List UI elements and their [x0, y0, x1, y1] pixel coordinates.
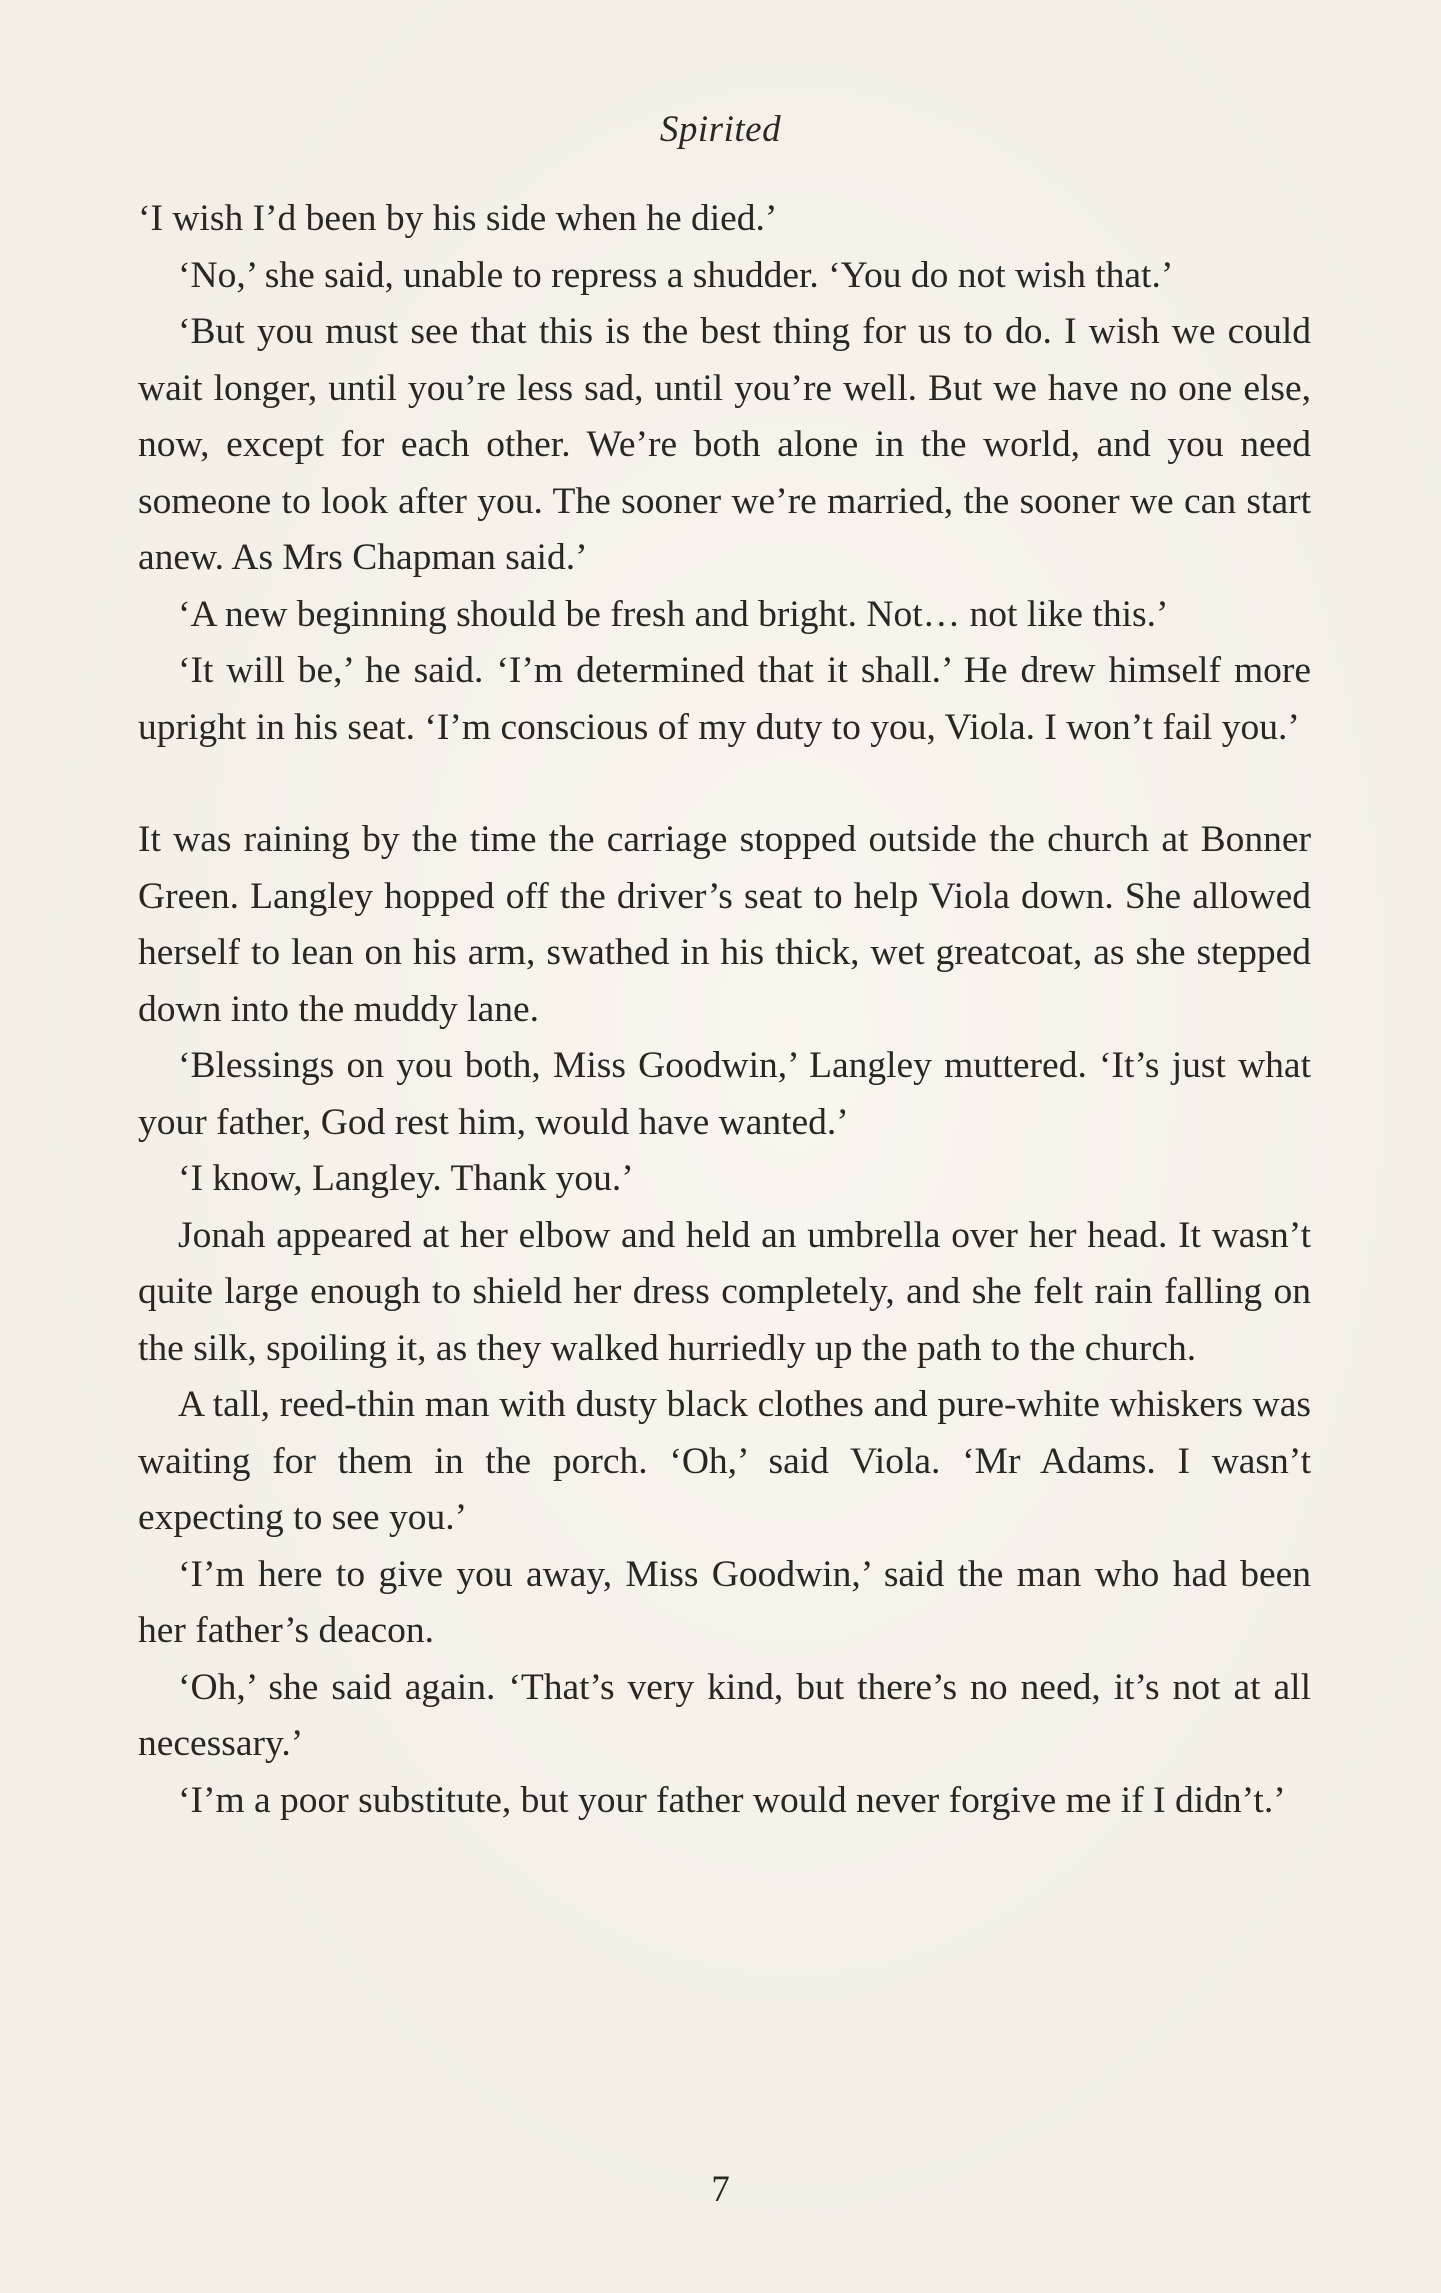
- paragraph: ‘I know, Langley. Thank you.’: [178, 1158, 634, 1199]
- paragraph: ‘I’m a poor substitute, but your father would never forgive me if I didn’t.’: [178, 1779, 1286, 1821]
- paragraph: ‘But you must see that this is the best thing for us to do. I wish we could wait longer, until you’re less sad, until you’re well. But we have no one else, now, except for each other. We’re both alone in the world, and you need someone to look after you. The sooner we’re married, the sooner we can start anew. As Mrs Chapman said.’: [138, 311, 1311, 578]
- paragraph: A tall, reed-thin man with dusty black clothes and pure-white whiskers was waiting for them in the porch. ‘Oh,’ said Viola. ‘Mr Adams. I wasn’t expecting to see you.’: [138, 1384, 1311, 1538]
- paragraph-section-start: It was raining by the time the carriage stopped outside the church at Bonner Green. Langley hopped off the driver’s seat to help Viola down. She allowed herself to lean on his arm, swathed in his thick, wet greatcoat, as she stepped down into the muddy lane.: [138, 819, 1311, 1030]
- paragraph: ‘No,’ she said, unable to repress a shudder. ‘You do not wish that.’: [178, 254, 1174, 296]
- page-number: 7: [711, 2169, 730, 2210]
- paragraph: ‘It will be,’ he said. ‘I’m determined that it shall.’ He drew himself more upright in his seat. ‘I’m conscious of my duty to you, Viola. I won’t fail you.’: [138, 650, 1311, 748]
- paragraph: ‘Oh,’ she said again. ‘That’s very kind, but there’s no need, it’s not at all necessary.’: [138, 1666, 1311, 1764]
- paragraph: ‘I’m here to give you away, Miss Goodwin,’ said the man who had been her father’s deacon.: [138, 1553, 1311, 1651]
- paragraph: ‘A new beginning should be fresh and bright. Not… not like this.’: [178, 593, 1169, 635]
- paragraph: ‘I wish I’d been by his side when he died.’: [138, 198, 778, 239]
- body-text: [138, 191, 1311, 1829]
- paragraph: ‘Blessings on you both, Miss Goodwin,’ Langley muttered. ‘It’s just what your father, God rest him, would have wanted.’: [138, 1045, 1311, 1143]
- running-head: Spirited: [659, 109, 782, 150]
- paragraph: Jonah appeared at her elbow and held an umbrella over her head. It wasn’t quite large enough to shield her dress completely, and she felt rain falling on the silk, spoiling it, as they walked hurriedly up the path to the church.: [138, 1214, 1311, 1369]
